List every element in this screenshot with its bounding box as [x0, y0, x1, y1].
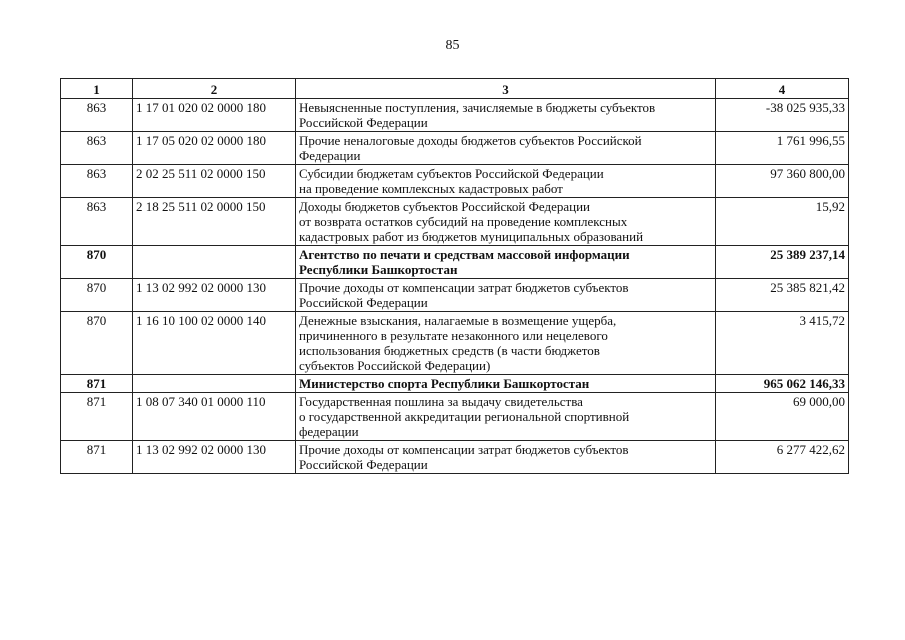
table-row: [61, 165, 849, 198]
revenue-code-cell: 1 16 10 100 02 0000 140: [133, 312, 296, 375]
amount-cell: -38 025 935,33: [716, 99, 849, 132]
revenue-name-line: субъектов Российской Федерации): [299, 358, 491, 373]
revenue-name-cell: [296, 393, 716, 441]
table-row: [61, 198, 849, 246]
revenue-name-cell: [296, 279, 716, 312]
budget-revenue-table: [60, 78, 849, 474]
header-col-2: 2: [133, 79, 296, 99]
admin-code-cell: 871: [61, 375, 133, 393]
revenue-name-line: кадастровых работ из бюджетов муниципальных образований: [299, 229, 644, 244]
admin-code-cell: 870: [61, 279, 133, 312]
revenue-name-line: Государственная пошлина за выдачу свидетельства: [299, 394, 583, 409]
admin-code-cell: 871: [61, 393, 133, 441]
revenue-name-line: о государственной аккредитации региональной спортивной: [299, 409, 630, 424]
admin-code-cell: 863: [61, 165, 133, 198]
admin-code-cell: 870: [61, 312, 133, 375]
revenue-name-line: использования бюджетных средств (в части бюджетов: [299, 343, 600, 358]
table-row: [61, 312, 849, 375]
revenue-name-cell: [296, 198, 716, 246]
page-number: 85: [445, 38, 460, 53]
table-row: [61, 132, 849, 165]
revenue-code-cell: [133, 246, 296, 279]
header-col-3: 3: [296, 79, 716, 99]
revenue-name-line: от возврата остатков субсидий на проведение комплексных: [299, 214, 628, 229]
revenue-code-cell: 1 17 01 020 02 0000 180: [133, 99, 296, 132]
admin-code-cell: 870: [61, 246, 133, 279]
revenue-name-line: Российской Федерации: [299, 115, 428, 130]
revenue-code-cell: 1 13 02 992 02 0000 130: [133, 279, 296, 312]
revenue-name-line: Доходы бюджетов субъектов Российской Федерации: [299, 199, 590, 214]
amount-cell: 69 000,00: [716, 393, 849, 441]
revenue-name-line: Агентство по печати и средствам массовой информации: [299, 247, 630, 262]
admin-code-cell: 863: [61, 132, 133, 165]
revenue-name-cell: [296, 165, 716, 198]
revenue-name-line: Республики Башкортостан: [299, 262, 458, 277]
table-row: [61, 393, 849, 441]
revenue-name-line: Прочие доходы от компенсации затрат бюджетов субъектов: [299, 442, 629, 457]
amount-cell: 15,92: [716, 198, 849, 246]
revenue-code-cell: 1 08 07 340 01 0000 110: [133, 393, 296, 441]
amount-cell: 1 761 996,55: [716, 132, 849, 165]
table-row: [61, 246, 849, 279]
amount-cell: 3 415,72: [716, 312, 849, 375]
table-header-row: [61, 79, 849, 99]
revenue-code-cell: 1 17 05 020 02 0000 180: [133, 132, 296, 165]
amount-cell: 25 389 237,14: [716, 246, 849, 279]
table-row: [61, 375, 849, 393]
revenue-name-line: Прочие неналоговые доходы бюджетов субъектов Российской: [299, 133, 642, 148]
amount-cell: 965 062 146,33: [716, 375, 849, 393]
revenue-name-line: на проведение комплексных кадастровых работ: [299, 181, 563, 196]
revenue-name-line: Денежные взыскания, налагаемые в возмещение ущерба,: [299, 313, 617, 328]
table-row: [61, 441, 849, 474]
revenue-name-cell: [296, 441, 716, 474]
admin-code-cell: 871: [61, 441, 133, 474]
admin-code-cell: 863: [61, 198, 133, 246]
amount-cell: 97 360 800,00: [716, 165, 849, 198]
amount-cell: 6 277 422,62: [716, 441, 849, 474]
header-col-1: 1: [61, 79, 133, 99]
revenue-name-line: Федерации: [299, 148, 361, 163]
revenue-name-cell: [296, 246, 716, 279]
table-row: [61, 99, 849, 132]
revenue-code-cell: 2 18 25 511 02 0000 150: [133, 198, 296, 246]
revenue-name-line: Субсидии бюджетам субъектов Российской Федерации: [299, 166, 604, 181]
revenue-name-line: Министерство спорта Республики Башкортостан: [299, 376, 590, 391]
table-body: [61, 99, 849, 474]
header-col-4: 4: [716, 79, 849, 99]
table-row: [61, 279, 849, 312]
revenue-code-cell: 2 02 25 511 02 0000 150: [133, 165, 296, 198]
revenue-name-cell: [296, 132, 716, 165]
revenue-name-cell: [296, 312, 716, 375]
revenue-name-line: Прочие доходы от компенсации затрат бюджетов субъектов: [299, 280, 629, 295]
revenue-name-line: федерации: [299, 424, 359, 439]
revenue-name-line: причиненного в результате незаконного или нецелевого: [299, 328, 608, 343]
revenue-code-cell: 1 13 02 992 02 0000 130: [133, 441, 296, 474]
revenue-name-line: Невыясненные поступления, зачисляемые в бюджеты субъектов: [299, 100, 656, 115]
revenue-name-cell: [296, 99, 716, 132]
revenue-name-cell: [296, 375, 716, 393]
amount-cell: 25 385 821,42: [716, 279, 849, 312]
admin-code-cell: 863: [61, 99, 133, 132]
revenue-name-line: Российской Федерации: [299, 457, 428, 472]
revenue-name-line: Российской Федерации: [299, 295, 428, 310]
revenue-code-cell: [133, 375, 296, 393]
